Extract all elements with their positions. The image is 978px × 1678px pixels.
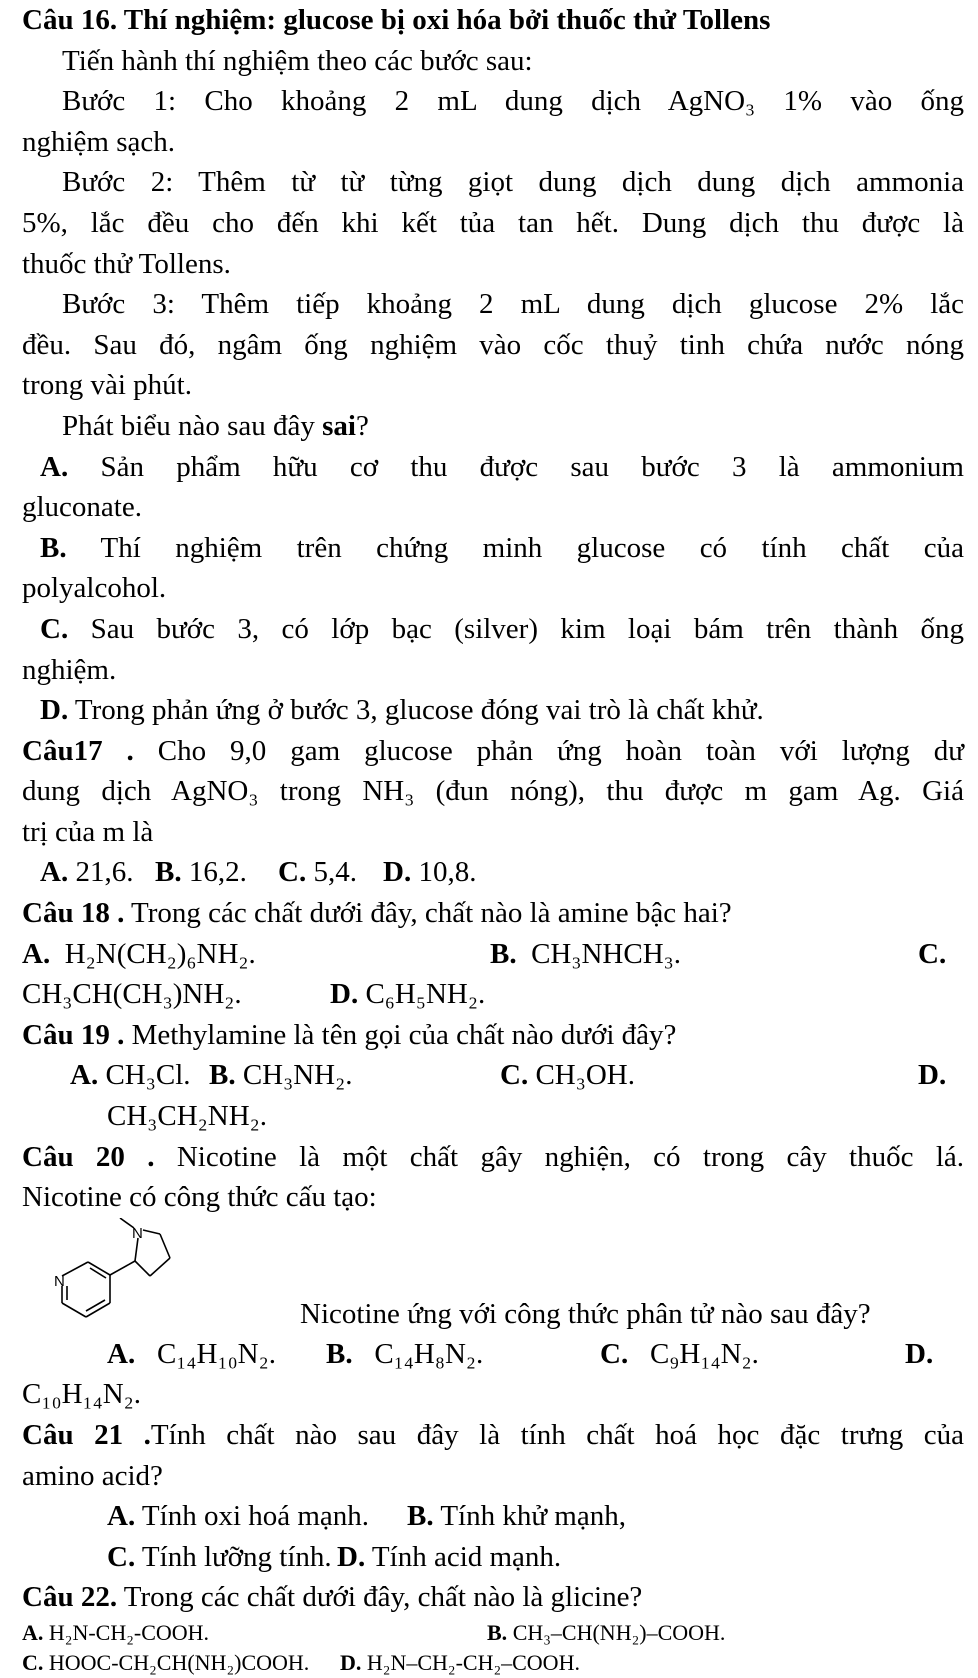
option-label: B. <box>40 531 67 564</box>
option-label: C. <box>278 856 307 889</box>
option-text: CH₃–CH(NH₂)–COOH. <box>507 1619 726 1645</box>
q16-option-c[interactable] <box>0 609 978 650</box>
question-20-cont: Nicotine có công thức cấu tạo: <box>22 1181 377 1214</box>
option-text: CH₃NH₂. <box>235 1059 353 1092</box>
question-label: Câu 19 . <box>22 1018 125 1051</box>
q20-option-d-label[interactable]: D. <box>905 1337 934 1370</box>
q18-option-b[interactable] <box>490 934 681 975</box>
option-label: A. <box>40 450 69 483</box>
option-text: H₂N-CH₂-COOH. <box>43 1619 210 1645</box>
q18-option-c-label[interactable]: C. <box>918 937 947 970</box>
q22-options-row1 <box>0 1618 978 1648</box>
nitrogen-atom-label: N <box>54 1272 65 1290</box>
question-text: Nicotine là một chất gây nghiện, có trong cây thuốc lá. <box>154 1140 964 1173</box>
q20-question: Nicotine ứng với công thức phân tử nào sau đây? <box>300 1297 871 1330</box>
question-label: Câu 18 . <box>22 897 125 930</box>
question-text: Cho 9,0 gam glucose phản ứng hoàn toàn với lượng dư <box>133 734 964 767</box>
question-text: Tính chất nào sau đây là tính chất hoá học đặc trưng của <box>150 1419 964 1451</box>
option-text: C₆H₅NH₂. <box>358 978 486 1011</box>
option-label: B. <box>487 1619 508 1645</box>
q19-option-b[interactable] <box>209 1055 353 1096</box>
option-label: A. <box>70 1059 99 1092</box>
q22-option-d[interactable] <box>340 1648 580 1678</box>
question-21 <box>0 1415 978 1456</box>
q17-option-c[interactable] <box>278 852 357 893</box>
question-18 <box>0 893 978 934</box>
option-label: A. <box>107 1500 136 1533</box>
q21-option-a[interactable] <box>107 1496 369 1537</box>
option-label: D. <box>40 694 69 727</box>
q18-options-row1 <box>0 934 978 975</box>
q16-option-b[interactable] <box>0 528 978 569</box>
q19-option-d-text[interactable]: CH₃CH₂NH₂. <box>107 1100 268 1133</box>
question-text: Phát biểu nào sau đây <box>62 409 323 442</box>
q17-option-a[interactable] <box>40 852 133 893</box>
q16-step2: thuốc thử Tollens. <box>22 247 231 280</box>
q16-step3: Bước 3: Thêm tiếp khoảng 2 mL dung dịch glucose 2% lắc <box>62 288 964 321</box>
question-label: Câu17 . <box>22 734 134 767</box>
q21-option-c[interactable] <box>107 1537 332 1578</box>
option-label: A. <box>22 1619 44 1645</box>
q19-option-c[interactable] <box>500 1055 635 1096</box>
question-label: Câu 20 . <box>22 1140 155 1173</box>
question-label: Câu 21 . <box>22 1419 151 1451</box>
q19-option-d-label[interactable]: D. <box>918 1059 947 1092</box>
option-label: A. <box>40 856 69 889</box>
option-text: Trong phản ứng ở bước 3, glucose đóng vai trò là chất khử. <box>68 694 764 727</box>
q16-step2: 5%, lắc đều cho đến khi kết tủa tan hết. Dung dịch thu được là <box>22 206 964 239</box>
question-text: Trong các chất dưới đây, chất nào là amine bậc hai? <box>124 897 732 930</box>
option-label: A. <box>22 937 51 970</box>
option-text: 10,8. <box>411 856 477 889</box>
option-text: CH₃OH. <box>528 1059 635 1092</box>
q17-options <box>0 852 978 893</box>
option-label: C. <box>40 612 69 645</box>
option-text: Tính acid mạnh. <box>365 1540 562 1573</box>
option-label: A. <box>107 1337 136 1370</box>
q22-option-a[interactable] <box>22 1618 209 1648</box>
option-text: Sản phẩm hữu cơ thu được sau bước 3 là ammonium <box>68 450 964 483</box>
option-text: Thí nghiệm trên chứng minh glucose có tính chất của <box>66 531 964 564</box>
option-label: B. <box>209 1059 236 1092</box>
q16-step1: Bước 1: Cho khoảng 2 mL dung dịch AgNO₃ 1% vào ống <box>62 85 964 118</box>
nitrogen-atom-label: N <box>132 1224 143 1242</box>
q20-options-row2[interactable]: C₁₀H₁₄N₂. <box>22 1378 142 1411</box>
question-text: Methylamine là tên gọi của chất nào dưới đây? <box>124 1018 677 1051</box>
q21-options-row1 <box>0 1496 978 1537</box>
option-text: H₂N–CH₂-CH₂–COOH. <box>361 1649 580 1675</box>
option-text: C₁₄H₁₀N₂. <box>156 1337 276 1370</box>
option-text: C₉H₁₄N₂. <box>649 1337 759 1370</box>
q16-option-a-cont: gluconate. <box>22 491 142 524</box>
option-text: Tính oxi hoá mạnh. <box>135 1500 370 1533</box>
option-label: B. <box>326 1337 353 1370</box>
q18-option-a[interactable] <box>22 934 256 975</box>
option-text: HOOC-CH₂CH(NH₂)COOH. <box>43 1649 310 1675</box>
q21-option-b[interactable] <box>407 1496 626 1537</box>
question-21-cont: amino acid? <box>22 1459 163 1492</box>
question-mark: ? <box>355 409 369 442</box>
option-label: C. <box>22 1649 44 1675</box>
question-19 <box>0 1015 978 1056</box>
q16-option-c-cont: nghiệm. <box>22 653 117 686</box>
option-label: C. <box>500 1059 529 1092</box>
q17-option-b[interactable] <box>155 852 247 893</box>
q16-option-d[interactable] <box>0 690 978 731</box>
option-label: B. <box>155 856 182 889</box>
option-label: D. <box>340 1649 362 1675</box>
option-text: Tính khử mạnh, <box>433 1500 626 1533</box>
emphasis: sai <box>322 409 356 442</box>
question-label: Câu 22. <box>22 1581 118 1614</box>
q20-option-c[interactable] <box>600 1334 759 1375</box>
option-text: Tính lưỡng tính. <box>135 1540 332 1573</box>
option-label: C. <box>107 1540 136 1573</box>
q16-step2: Bước 2: Thêm từ từ từng giọt dung dịch dung dịch ammonia <box>62 166 964 199</box>
question-16-title: Câu 16. Thí nghiệm: glucose bị oxi hóa bởi thuốc thử Tollens <box>22 4 771 36</box>
option-text: 21,6. <box>68 856 134 889</box>
q21-options-row2 <box>0 1537 978 1578</box>
question-text: Trong các chất dưới đây, chất nào là glicine? <box>117 1581 643 1614</box>
option-text: CH₃NHCH₃. <box>516 937 682 970</box>
option-text: CH₃Cl. <box>98 1059 191 1092</box>
q22-options-row2 <box>0 1648 978 1678</box>
q18-options-row2 <box>0 974 978 1015</box>
option-label: D. <box>330 978 359 1011</box>
nicotine-structure-diagram <box>50 1218 200 1330</box>
question-17 <box>0 731 978 772</box>
q16-option-a[interactable] <box>0 447 978 488</box>
option-text: C₁₄H₈N₂. <box>374 1337 484 1370</box>
option-label: C. <box>600 1337 629 1370</box>
q21-option-d[interactable] <box>337 1537 561 1578</box>
q20-option-b[interactable] <box>326 1334 483 1375</box>
option-text: 5,4. <box>306 856 357 889</box>
q18-option-d[interactable] <box>330 974 485 1015</box>
option-label: D. <box>337 1540 366 1573</box>
q18-option-c-text[interactable]: CH₃CH(CH₃)NH₂. <box>22 978 242 1011</box>
question-17-cont: trị của m là <box>22 815 154 848</box>
option-text: H₂N(CH₂)₆NH₂. <box>50 937 256 970</box>
option-label: B. <box>407 1500 434 1533</box>
q20-options-row1 <box>0 1334 978 1375</box>
q20-option-a[interactable] <box>107 1334 276 1375</box>
q16-step3: đều. Sau đó, ngâm ống nghiệm vào cốc thuỷ tinh chứa nước nóng <box>22 328 964 361</box>
option-text: 16,2. <box>181 856 247 889</box>
option-label: D. <box>383 856 412 889</box>
question-22 <box>0 1577 978 1618</box>
option-text: Sau bước 3, có lớp bạc (silver) kim loại bám trên thành ống <box>68 612 964 645</box>
question-20 <box>0 1137 978 1178</box>
q16-step3: trong vài phút. <box>22 369 192 402</box>
q22-option-b[interactable] <box>487 1618 725 1648</box>
q16-option-b-cont: polyalcohol. <box>22 572 167 605</box>
q19-option-a[interactable] <box>70 1055 191 1096</box>
question-17-cont: dung dịch AgNO₃ trong NH₃ (đun nóng), thu được m gam Ag. Giá <box>22 775 964 808</box>
option-label: B. <box>490 937 517 970</box>
q17-option-d[interactable] <box>383 852 476 893</box>
q19-options-row1 <box>0 1055 978 1096</box>
q19-options-row2 <box>0 1096 978 1137</box>
q16-intro: Tiến hành thí nghiệm theo các bước sau: <box>62 44 533 77</box>
q16-step1: nghiệm sạch. <box>22 125 176 158</box>
q16-question <box>0 406 978 447</box>
nicotine-figure <box>0 1218 978 1334</box>
q22-option-c[interactable] <box>22 1648 309 1678</box>
